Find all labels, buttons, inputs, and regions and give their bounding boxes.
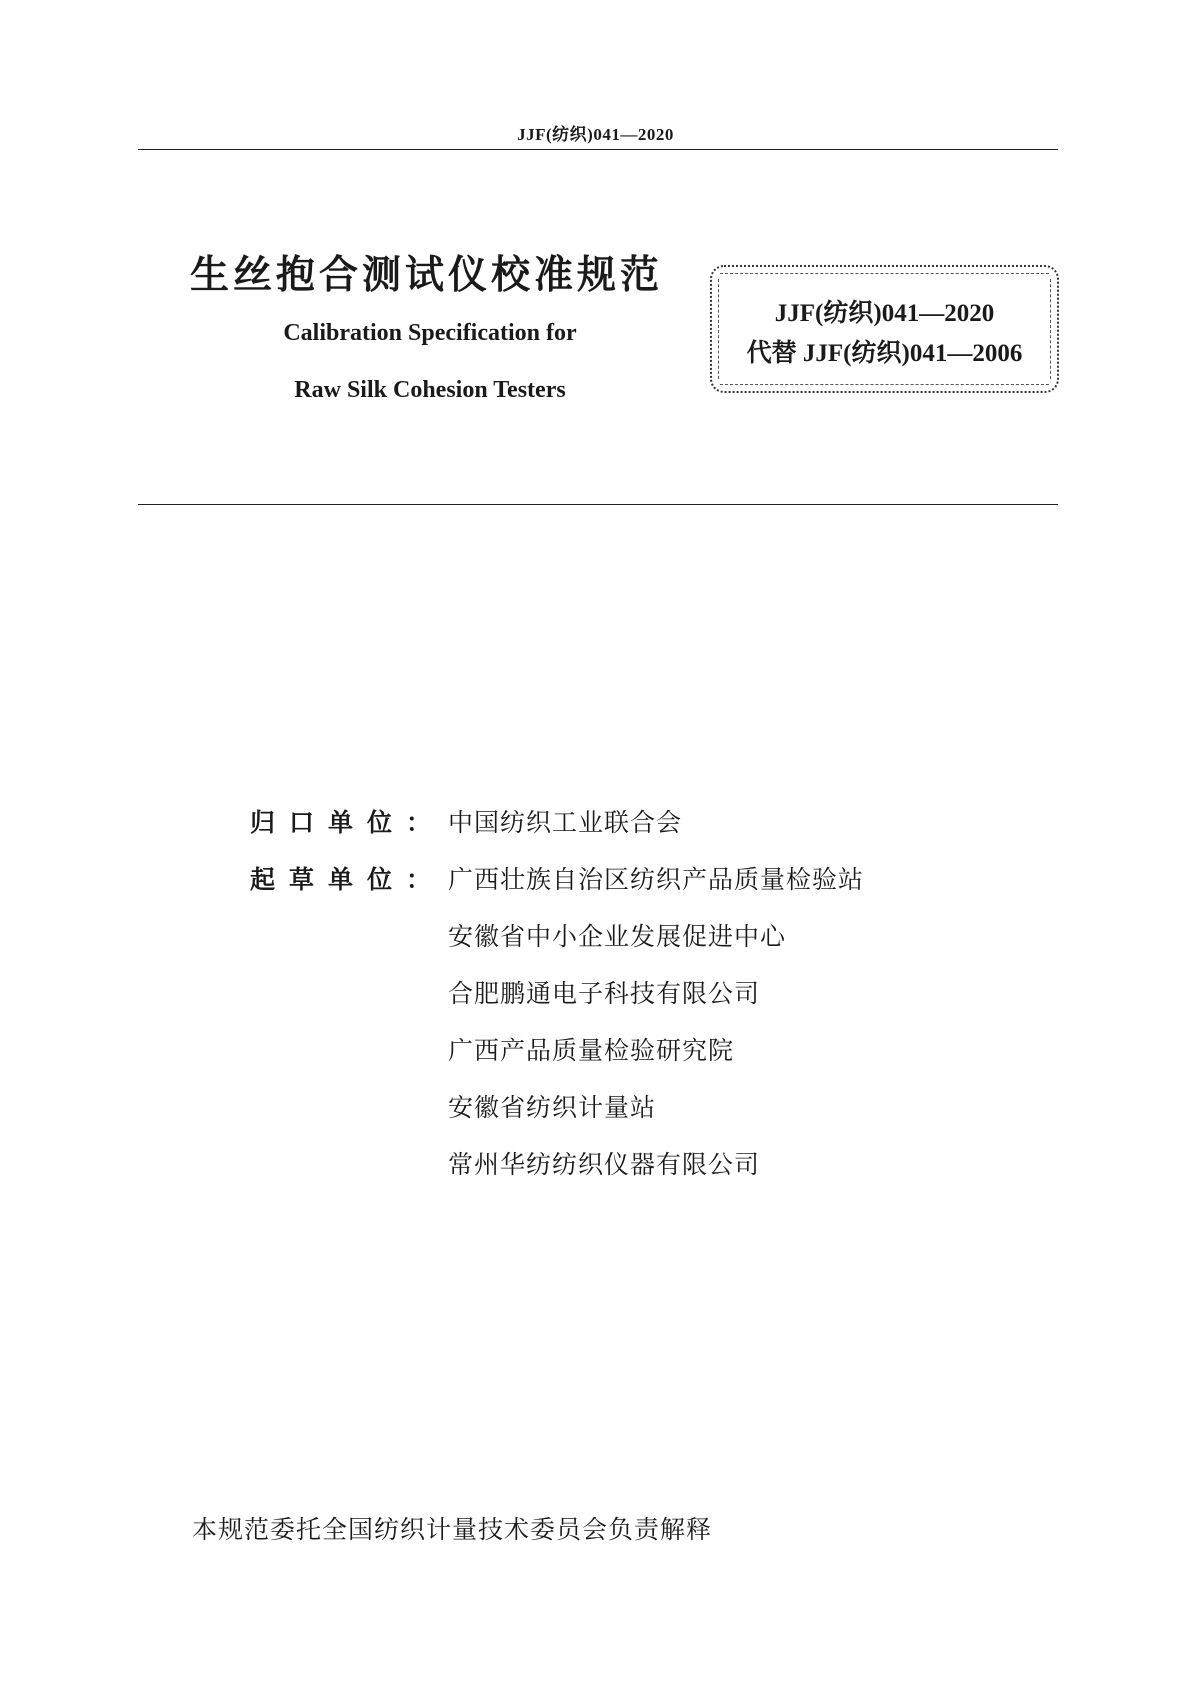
title-rule	[138, 504, 1058, 505]
drafting-unit-item: 合肥鹏通电子科技有限公司	[448, 979, 761, 1008]
header-rule	[138, 149, 1058, 150]
drafting-unit-item: 广西壮族自治区纺织产品质量检验站	[448, 865, 865, 894]
drafting-unit-row	[250, 860, 865, 896]
code-box-border-top	[720, 273, 1049, 274]
code-box-border-bottom	[720, 384, 1049, 385]
responsible-unit-value: 中国纺织工业联合会	[448, 808, 683, 837]
title-english-line2: Raw Silk Cohesion Testers	[294, 377, 566, 403]
code-box-current: JJF(纺织)041—2020	[774, 300, 995, 327]
code-box-replaces: 代替 JJF(纺织)041—2006	[746, 340, 1023, 367]
drafting-unit-item: 安徽省中小企业发展促进中心	[448, 922, 787, 951]
responsible-unit-label: 归口单位：	[250, 808, 446, 837]
interpretation-note: 本规范委托全国纺织计量技术委员会负责解释	[192, 1515, 713, 1544]
title-chinese: 生丝抱合测试仪校准规范	[190, 253, 664, 298]
drafting-unit-item: 广西产品质量检验研究院	[448, 1036, 735, 1065]
title-english-line1: Calibration Specification for	[283, 320, 577, 346]
document-code-header: JJF(纺织)041—2020	[517, 125, 674, 144]
drafting-unit-item: 安徽省纺织计量站	[448, 1093, 657, 1122]
responsible-unit-row	[250, 803, 683, 839]
code-box	[710, 265, 1059, 393]
drafting-unit-label: 起草单位：	[250, 865, 446, 894]
drafting-unit-item: 常州华纺纺织仪器有限公司	[448, 1150, 761, 1179]
